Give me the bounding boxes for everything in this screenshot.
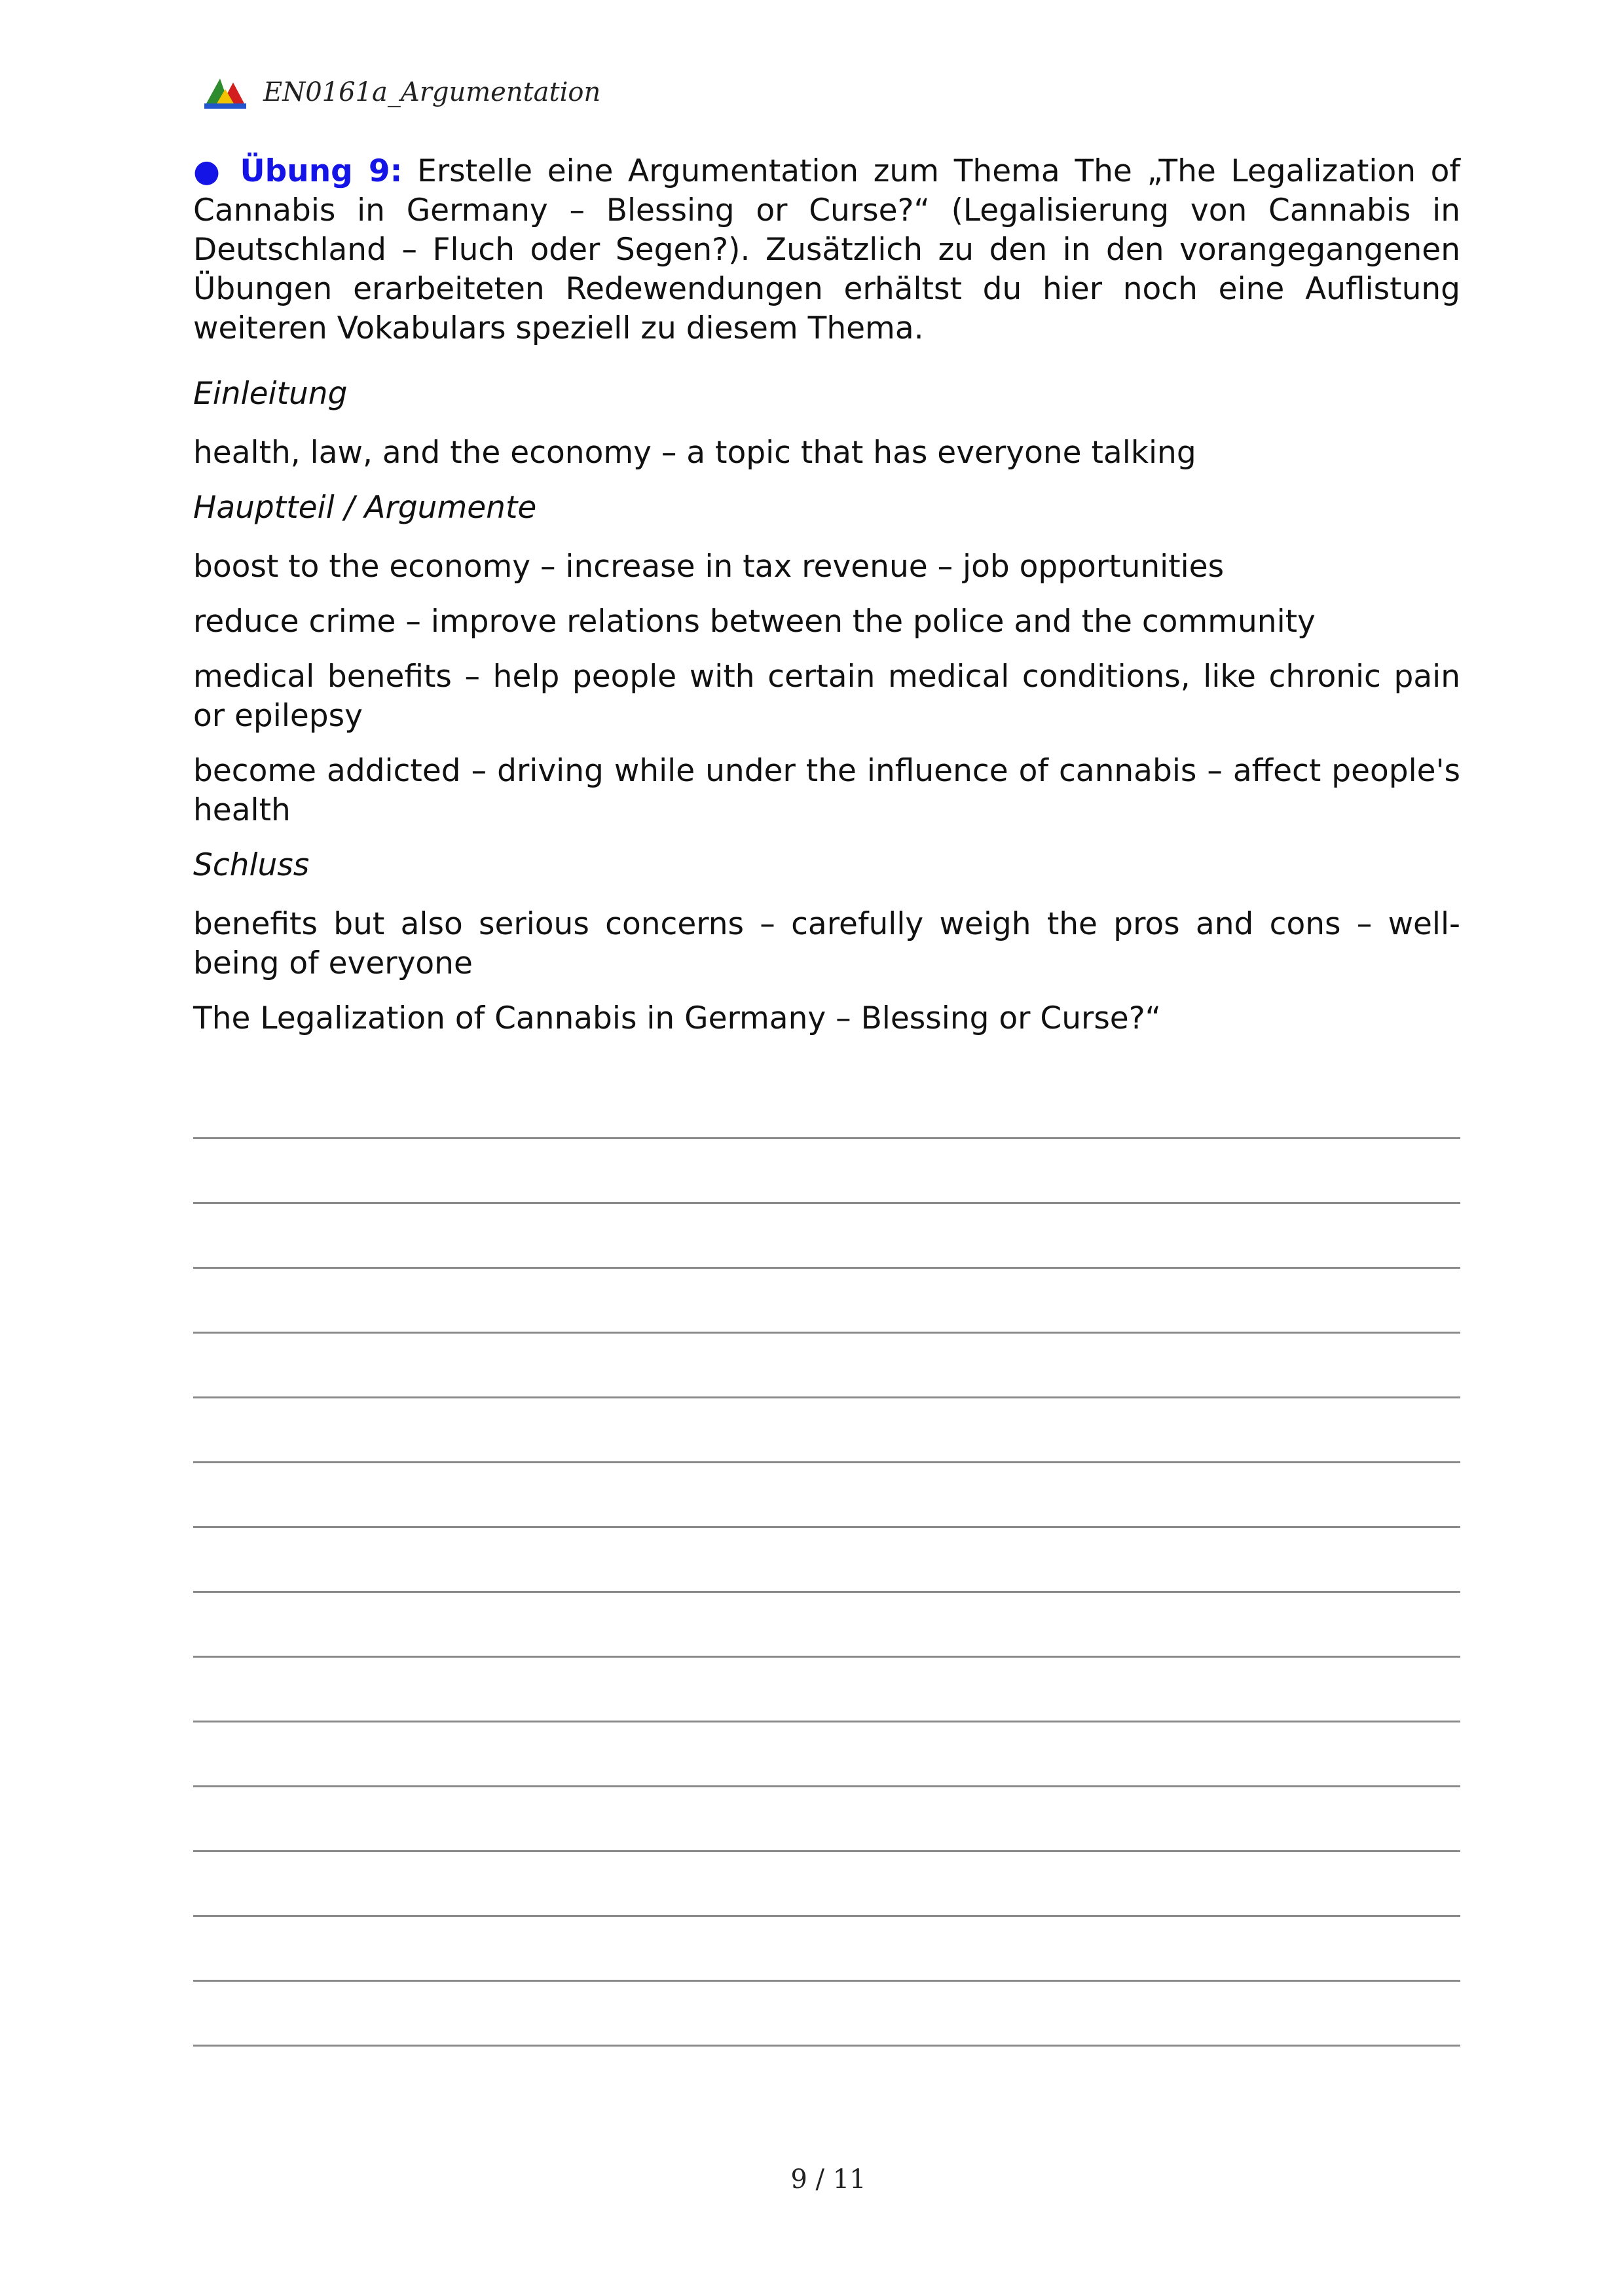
- vocab-line: benefits but also serious concerns – carefully weigh the pros and cons – well-being of everyone: [193, 906, 1460, 981]
- writing-line[interactable]: [193, 1593, 1460, 1658]
- worksheet-content: [193, 152, 1460, 2047]
- writing-line[interactable]: [193, 1269, 1460, 1334]
- vocab-line: health, law, and the economy – a topic that has everyone talking: [193, 435, 1196, 471]
- writing-line[interactable]: [193, 1982, 1460, 2047]
- writing-line[interactable]: [193, 1074, 1460, 1139]
- writing-line[interactable]: [193, 1852, 1460, 1917]
- writing-line[interactable]: [193, 1722, 1460, 1787]
- writing-line[interactable]: [193, 1658, 1460, 1722]
- writing-line[interactable]: [193, 1204, 1460, 1269]
- section-heading-main: Hauptteil / Argumente: [193, 490, 537, 526]
- vocab-line: become addicted – driving while under the influence of cannabis – affect people's health: [193, 753, 1460, 828]
- section-heading-introduction: Einleitung: [193, 376, 348, 412]
- writing-line[interactable]: [193, 1334, 1460, 1398]
- writing-area[interactable]: [193, 1074, 1460, 2047]
- writing-line[interactable]: [193, 1787, 1460, 1852]
- writing-line[interactable]: [193, 1463, 1460, 1528]
- vocab-line: medical benefits – help people with certain medical conditions, like chronic pain or epilepsy: [193, 659, 1460, 734]
- task-text: Erstelle eine Argumentation zum Thema The „The Legalization of Cannabis in Germany – Blessing or Curse?“ (Legalisierung von Cannabis in Deutschland – Fluch oder Segen?). Zusätzlich zu den in den vorangegangenen Übungen erarbeiteten Redewendungen erhältst du hier noch eine Auflistung weiteren Vokabulars speziell zu diesem Thema.: [193, 153, 1460, 346]
- task-label: Übung 9:: [240, 153, 403, 189]
- mountain-logo-icon: [203, 73, 248, 110]
- vocab-line: reduce crime – improve relations between the police and the community: [193, 604, 1316, 640]
- writing-line[interactable]: [193, 1528, 1460, 1593]
- task-bullet: ●: [193, 153, 225, 189]
- document-id: EN0161a_Argumentation: [263, 77, 601, 107]
- writing-line[interactable]: [193, 1917, 1460, 1982]
- task-instruction: [193, 152, 1460, 348]
- writing-line[interactable]: [193, 1398, 1460, 1463]
- writing-line[interactable]: [193, 1139, 1460, 1204]
- page-number: 9 / 11: [790, 2164, 866, 2195]
- vocab-line: boost to the economy – increase in tax revenue – job opportunities: [193, 549, 1225, 585]
- essay-title: The Legalization of Cannabis in Germany – Blessing or Curse?“: [193, 1000, 1162, 1036]
- section-heading-conclusion: Schluss: [193, 847, 310, 883]
